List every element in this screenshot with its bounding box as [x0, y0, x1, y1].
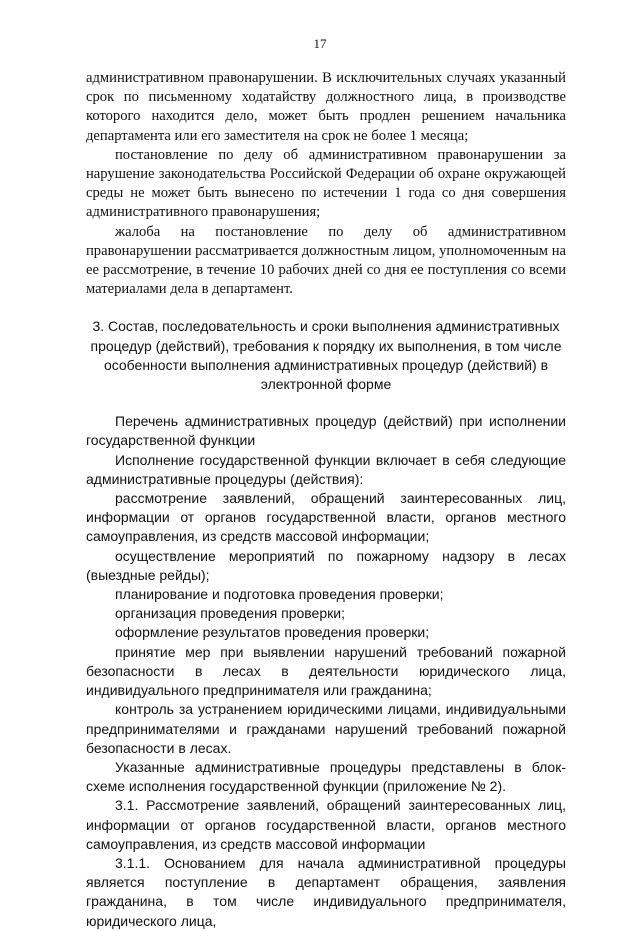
- list-item: осуществление мероприятий по пожарному надзору в лесах (выездные рейды);: [86, 547, 566, 583]
- paragraph: жалоба на постановление по делу об административном правонарушении рассматривается должностным лицом, уполномоченным на ее рассмотрение, в течение 10 рабочих дней со дня ее поступления со всеми материалами дела в департамент.: [86, 223, 566, 298]
- paragraph: административном правонарушении. В исключительных случаях указанный срок по письменному ходатайству должностного лица, в производстве которого находится дело, может быть продлен решением начальника департамента или его заместителя на срок не более 1 месяца;: [86, 70, 566, 144]
- list-item: оформление результатов проведения проверки;: [115, 624, 430, 641]
- paragraph: Исполнение государственной функции включает в себя следующие административные процедуры (действия):: [86, 451, 566, 487]
- paragraph: 3.1.1. Основанием для начала административной процедуры является поступление в департамент обращения, заявления гражданина, в том числе индивидуального предпринимателя, юридического лица,: [86, 854, 566, 929]
- section-body: [86, 412, 566, 930]
- list-item: контроль за устранением юридическими лицами, индивидуальными предпринимателями и гражданами нарушений требований пожарной безопасности в лесах.: [86, 701, 566, 756]
- list-item: организация проведения проверки;: [115, 605, 345, 622]
- list-item: принятие мер при выявлении нарушений требований пожарной безопасности в лесах в деятельности юридического лица, индивидуального предпринимателя или гражданина;: [86, 643, 566, 699]
- list-item: планирование и подготовка проведения проверки;: [115, 586, 444, 603]
- paragraph: Перечень административных процедур (действий) при исполнении государственной функции: [86, 413, 566, 449]
- paragraph: Указанные административные процедуры представлены в блок-схеме исполнения государственной функции (приложение № 2).: [86, 758, 566, 795]
- subsection-title: 3.1. Рассмотрение заявлений, обращений заинтересованных лиц, информации от органов государственной власти, органов местного самоуправления, из средств массовой информации: [86, 797, 566, 852]
- page-number: 17: [313, 36, 327, 51]
- list-item: рассмотрение заявлений, обращений заинтересованных лиц, информации от органов государственной власти, органов местного самоуправления, из средств массовой информации;: [86, 490, 566, 545]
- section-heading: 3. Состав, последовательность и сроки выполнения административных процедур (действий), требования к порядку их выполнения, в том числе особенности выполнения административных процедур (действий) в электронной форме: [90, 318, 562, 393]
- paragraph: постановление по делу об административном правонарушении за нарушение законодательства Российской Федерации об охране окружающей среды не может быть вынесено по истечении 1 года со дня совершения административного правонарушения;: [86, 146, 566, 221]
- document-body: [86, 69, 566, 931]
